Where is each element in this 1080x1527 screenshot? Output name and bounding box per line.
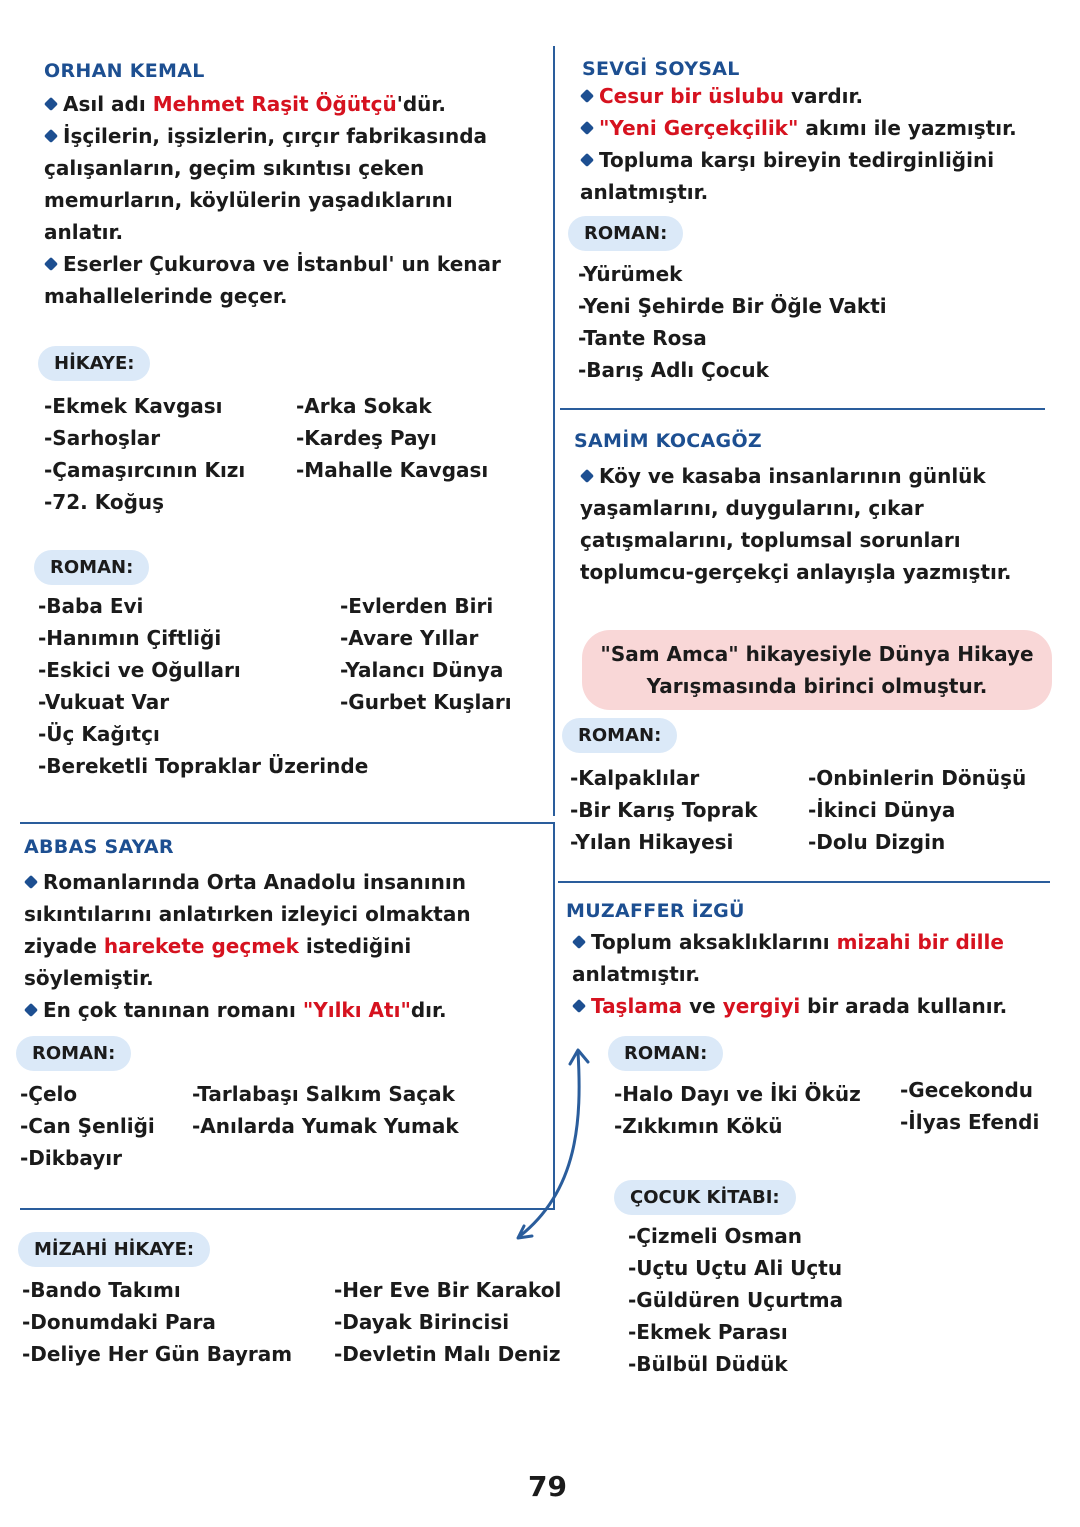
- list-item: -Çamaşırcının Kızı: [44, 458, 246, 482]
- list-item: -Donumdaki Para: [22, 1310, 216, 1334]
- list-item: -Uçtu Uçtu Ali Uçtu: [628, 1256, 843, 1280]
- orhan-roman-label: ROMAN:: [34, 550, 149, 585]
- orhan-hikaye-col2: [296, 390, 488, 486]
- list-item: -Can Şenliği: [20, 1114, 155, 1138]
- orhan-title: ORHAN KEMAL: [44, 60, 205, 82]
- sevgi-p2: "Yeni Gerçekçilik" akımı ile yazmıştır.: [580, 112, 1040, 144]
- list-item: -Anılarda Yumak Yumak: [192, 1114, 459, 1138]
- list-item: -72. Koğuş: [44, 490, 165, 514]
- sevgi-roman-label: ROMAN:: [568, 216, 683, 251]
- mizahi-hikaye-label: MİZAHİ HİKAYE:: [18, 1232, 210, 1267]
- muzaffer-cocuk-label: ÇOCUK KİTABI:: [614, 1180, 796, 1215]
- list-item: -Bereketli Topraklar Üzerinde: [38, 754, 369, 778]
- list-item: -Güldüren Uçurtma: [628, 1288, 844, 1312]
- bullet-icon: [24, 875, 38, 889]
- list-item: -Gecekondu: [900, 1078, 1033, 1102]
- list-item: -Barış Adlı Çocuk: [578, 358, 769, 382]
- divider-right-samim: [560, 408, 1045, 410]
- list-item: -Gurbet Kuşları: [340, 690, 512, 714]
- abbas-title: ABBAS SAYAR: [24, 836, 174, 858]
- list-item: -İkinci Dünya: [808, 798, 956, 822]
- list-item: -Vukuat Var: [38, 690, 170, 714]
- orhan-hikaye-col1: [44, 390, 245, 518]
- abbas-roman-col1: [20, 1078, 155, 1174]
- bullet-icon: [44, 97, 58, 111]
- samim-paragraph: Köy ve kasaba insanlarının günlük yaşamlarını, duygularını, çıkar çatışmalarını, toplumsal sorunları toplumcu-gerçekçi anlayışla yazmıştır.: [580, 464, 1012, 584]
- list-item: -Dikbayır: [20, 1146, 123, 1170]
- divider-left-bottom: [20, 1208, 555, 1210]
- orhan-paragraphs: [44, 88, 514, 312]
- muzaffer-paragraphs: [572, 926, 1042, 1022]
- mizahi-col2: [334, 1274, 561, 1370]
- list-item: -Ekmek Parası: [628, 1320, 788, 1344]
- list-item: -Onbinlerin Dönüşü: [808, 766, 1027, 790]
- list-item: -Kardeş Payı: [296, 426, 437, 450]
- abbas-roman-label: ROMAN:: [16, 1036, 131, 1071]
- orhan-p2: İşçilerin, işsizlerin, çırçır fabrikasında çalışanların, geçim sıkıntısı çeken memurların, köylülerin yaşadıklarını anlatır.: [44, 124, 488, 244]
- list-item: -Devletin Malı Deniz: [334, 1342, 561, 1366]
- muzaffer-roman-col2: [900, 1074, 1039, 1138]
- sevgi-p1: Cesur bir üslubu vardır.: [580, 80, 1040, 112]
- list-item: -Ekmek Kavgası: [44, 394, 223, 418]
- muzaffer-p1: Toplum aksaklıklarını mizahi bir dille anlatmıştır.: [572, 930, 1004, 986]
- list-item: -Hanımın Çiftliği: [38, 626, 222, 650]
- list-item: -Arka Sokak: [296, 394, 432, 418]
- list-item: -Tarlabaşı Salkım Saçak: [192, 1082, 455, 1106]
- list-item: -Eskici ve Oğulları: [38, 658, 241, 682]
- bullet-icon: [24, 1003, 38, 1017]
- abbas-paragraphs: [24, 866, 524, 1026]
- connector-arrow-icon: [500, 1040, 610, 1250]
- orhan-roman-col2: [340, 590, 512, 718]
- sevgi-p3: Topluma karşı bireyin tedirginliğini anlatmıştır.: [580, 148, 995, 204]
- list-item: -Çizmeli Osman: [628, 1224, 803, 1248]
- list-item: -Mahalle Kavgası: [296, 458, 489, 482]
- list-item: -Yürümek: [578, 262, 683, 286]
- list-item: -Zıkkımın Kökü: [614, 1114, 783, 1138]
- sevgi-title: SEVGİ SOYSAL: [582, 58, 740, 80]
- list-item: -Üç Kağıtçı: [38, 722, 160, 746]
- sevgi-paragraphs: [580, 80, 1040, 208]
- list-item: -Halo Dayı ve İki Öküz: [614, 1082, 861, 1106]
- list-item: -Her Eve Bir Karakol: [334, 1278, 562, 1302]
- list-item: -Tante Rosa: [578, 326, 707, 350]
- list-item: -Çelo: [20, 1082, 78, 1106]
- list-item: -Bando Takımı: [22, 1278, 181, 1302]
- list-item: -Kalpaklılar: [570, 766, 700, 790]
- list-item: -Avare Yıllar: [340, 626, 479, 650]
- list-item: -Dolu Dizgin: [808, 830, 946, 854]
- orhan-roman-col1: [38, 590, 368, 782]
- muzaffer-roman-col1: [614, 1078, 861, 1142]
- list-item: -Yılan Hikayesi: [570, 830, 734, 854]
- list-item: -Bir Karış Toprak: [570, 798, 758, 822]
- muzaffer-p2: Taşlama ve yergiyi bir arada kullanır.: [572, 990, 1042, 1022]
- samim-title: SAMİM KOCAGÖZ: [574, 430, 762, 452]
- sevgi-roman-list: [578, 258, 887, 386]
- list-item: -Baba Evi: [38, 594, 144, 618]
- list-item: -Evlerden Biri: [340, 594, 494, 618]
- samim-roman-label: ROMAN:: [562, 718, 677, 753]
- bullet-icon: [580, 469, 594, 483]
- orhan-p1: Asıl adı Mehmet Raşit Öğütçü'dür.: [44, 88, 514, 120]
- list-item: -Sarhoşlar: [44, 426, 161, 450]
- list-item: -Deliye Her Gün Bayram: [22, 1342, 293, 1366]
- list-item: -Dayak Birincisi: [334, 1310, 510, 1334]
- center-divider-top: [553, 46, 555, 816]
- page-number: 79: [528, 1470, 567, 1503]
- abbas-p1: Romanlarında Orta Anadolu insanının sıkıntılarını anlatırken izleyici olmaktan ziyade harekete geçmek istediğini söylemiştir.: [24, 870, 471, 990]
- bullet-icon: [580, 121, 594, 135]
- muzaffer-cocuk-list: [628, 1220, 843, 1380]
- bullet-icon: [44, 129, 58, 143]
- bullet-icon: [580, 153, 594, 167]
- abbas-p2: En çok tanınan romanı "Yılkı Atı"dır.: [24, 994, 524, 1026]
- mizahi-col1: [22, 1274, 292, 1370]
- list-item: -Yeni Şehirde Bir Öğle Vakti: [578, 294, 887, 318]
- divider-left-abbas: [20, 822, 555, 824]
- samim-roman-col2: [808, 762, 1026, 858]
- list-item: -Bülbül Düdük: [628, 1352, 788, 1376]
- list-item: -Yalancı Dünya: [340, 658, 504, 682]
- muzaffer-roman-label: ROMAN:: [608, 1036, 723, 1071]
- bullet-icon: [572, 935, 586, 949]
- bullet-icon: [44, 257, 58, 271]
- samim-roman-col1: [570, 762, 758, 858]
- orhan-p3: Eserler Çukurova ve İstanbul' un kenar mahallelerinde geçer.: [44, 252, 501, 308]
- list-item: -İlyas Efendi: [900, 1110, 1040, 1134]
- abbas-roman-col2: [192, 1078, 459, 1142]
- divider-right-muzaffer: [558, 881, 1050, 883]
- bullet-icon: [572, 999, 586, 1013]
- samim-highlight: "Sam Amca" hikayesiyle Dünya Hikaye Yarışmasında birinci olmuştur.: [582, 630, 1052, 710]
- muzaffer-title: MUZAFFER İZGÜ: [566, 900, 745, 922]
- bullet-icon: [580, 89, 594, 103]
- orhan-hikaye-label: HİKAYE:: [38, 346, 150, 381]
